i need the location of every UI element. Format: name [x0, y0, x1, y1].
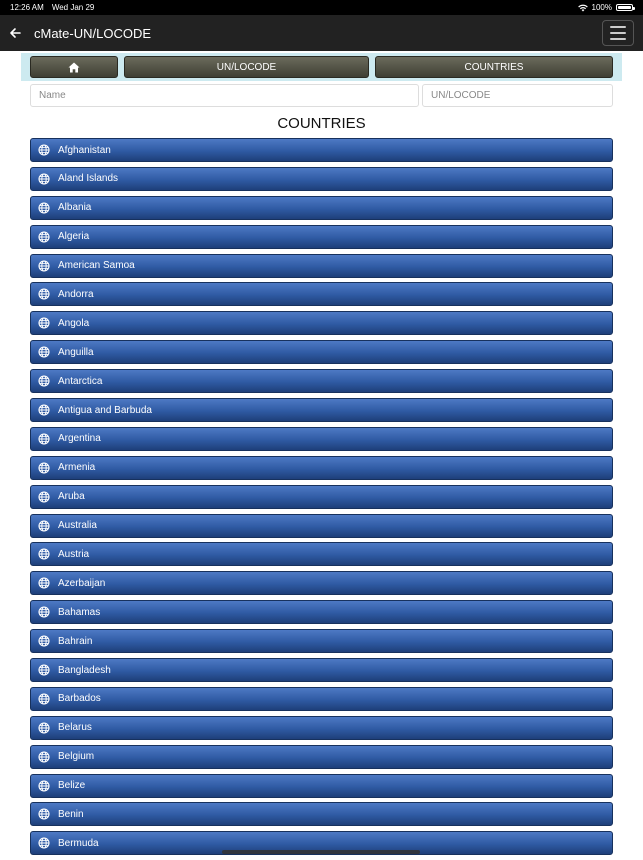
- status-right: [578, 3, 633, 12]
- country-item[interactable]: [30, 311, 613, 335]
- status-time: 12:26 AM: [10, 3, 44, 12]
- countries-button[interactable]: COUNTRIES: [375, 56, 613, 78]
- country-name: Albania: [58, 202, 92, 214]
- globe-icon: [38, 346, 50, 358]
- country-item[interactable]: [30, 282, 613, 306]
- country-item[interactable]: [30, 658, 613, 682]
- app-title: cMate-UN/LOCODE: [34, 25, 152, 41]
- country-item[interactable]: [30, 687, 613, 711]
- status-date: Wed Jan 29: [51, 3, 95, 12]
- globe-icon: [38, 231, 50, 243]
- country-name: Australia: [58, 520, 97, 532]
- unlocode-search-input[interactable]: [422, 84, 613, 107]
- country-name: Antigua and Barbuda: [58, 404, 152, 416]
- country-name: American Samoa: [58, 260, 135, 272]
- globe-icon: [38, 288, 50, 300]
- name-search-input[interactable]: [30, 84, 419, 107]
- globe-icon: [38, 462, 50, 474]
- hamburger-menu-icon: [610, 26, 626, 28]
- country-item[interactable]: [30, 802, 613, 826]
- country-name: Aland Islands: [58, 173, 119, 185]
- country-item[interactable]: [30, 485, 613, 509]
- country-item[interactable]: [30, 629, 613, 653]
- status-bar: [0, 0, 643, 15]
- battery-icon: [616, 4, 633, 11]
- country-item[interactable]: [30, 745, 613, 769]
- home-icon: [68, 62, 80, 73]
- country-item[interactable]: [30, 138, 613, 162]
- wifi-icon: [578, 4, 588, 12]
- country-item[interactable]: [30, 542, 613, 566]
- country-name: Armenia: [58, 462, 96, 474]
- country-item[interactable]: [30, 456, 613, 480]
- globe-icon: [38, 173, 50, 185]
- globe-icon: [38, 577, 50, 589]
- country-name: Afghanistan: [58, 144, 111, 156]
- country-name: Belgium: [58, 751, 95, 763]
- country-item[interactable]: [30, 167, 613, 191]
- globe-icon: [38, 433, 50, 445]
- globe-icon: [38, 375, 50, 387]
- country-item[interactable]: [30, 427, 613, 451]
- menu-button[interactable]: [602, 20, 634, 46]
- arrow-left-icon: [9, 27, 21, 39]
- country-item[interactable]: [30, 369, 613, 393]
- country-name: Algeria: [58, 231, 90, 243]
- country-item[interactable]: [30, 600, 613, 624]
- home-indicator: [222, 850, 420, 854]
- globe-icon: [38, 404, 50, 416]
- globe-icon: [38, 144, 50, 156]
- globe-icon: [38, 606, 50, 618]
- country-name: Antarctica: [58, 375, 103, 387]
- unlocode-button[interactable]: UN/LOCODE: [124, 56, 369, 78]
- country-name: Bahrain: [58, 635, 93, 647]
- country-name: Barbados: [58, 693, 101, 705]
- country-name: Argentina: [58, 433, 101, 445]
- country-item[interactable]: [30, 514, 613, 538]
- country-item[interactable]: [30, 774, 613, 798]
- back-button[interactable]: [0, 15, 30, 51]
- globe-icon: [38, 548, 50, 560]
- app-header: [0, 15, 643, 51]
- country-item[interactable]: [30, 196, 613, 220]
- globe-icon: [38, 808, 50, 820]
- country-name: Andorra: [58, 288, 94, 300]
- country-item[interactable]: [30, 225, 613, 249]
- country-item[interactable]: [30, 398, 613, 422]
- country-item[interactable]: [30, 340, 613, 364]
- battery-percent: 100%: [591, 3, 612, 12]
- globe-icon: [38, 491, 50, 503]
- country-name: Benin: [58, 808, 84, 820]
- globe-icon: [38, 780, 50, 792]
- globe-icon: [38, 751, 50, 763]
- country-list: [30, 138, 613, 860]
- section-title: COUNTRIES: [277, 115, 366, 132]
- globe-icon: [38, 664, 50, 676]
- country-name: Bahamas: [58, 606, 101, 618]
- country-item[interactable]: [30, 571, 613, 595]
- country-item[interactable]: [30, 716, 613, 740]
- globe-icon: [38, 693, 50, 705]
- country-name: Bermuda: [58, 837, 99, 849]
- globe-icon: [38, 317, 50, 329]
- country-name: Aruba: [58, 491, 85, 503]
- globe-icon: [38, 520, 50, 532]
- country-name: Austria: [58, 548, 90, 560]
- globe-icon: [38, 260, 50, 272]
- globe-icon: [38, 635, 50, 647]
- country-item[interactable]: [30, 254, 613, 278]
- nav-bar: [21, 53, 622, 81]
- country-name: Belize: [58, 780, 86, 792]
- globe-icon: [38, 722, 50, 734]
- country-name: Azerbaijan: [58, 577, 106, 589]
- globe-icon: [38, 202, 50, 214]
- country-name: Anguilla: [58, 346, 94, 358]
- country-name: Bangladesh: [58, 664, 111, 676]
- home-button[interactable]: [30, 56, 118, 78]
- globe-icon: [38, 837, 50, 849]
- country-name: Belarus: [58, 722, 92, 734]
- country-name: Angola: [58, 317, 90, 329]
